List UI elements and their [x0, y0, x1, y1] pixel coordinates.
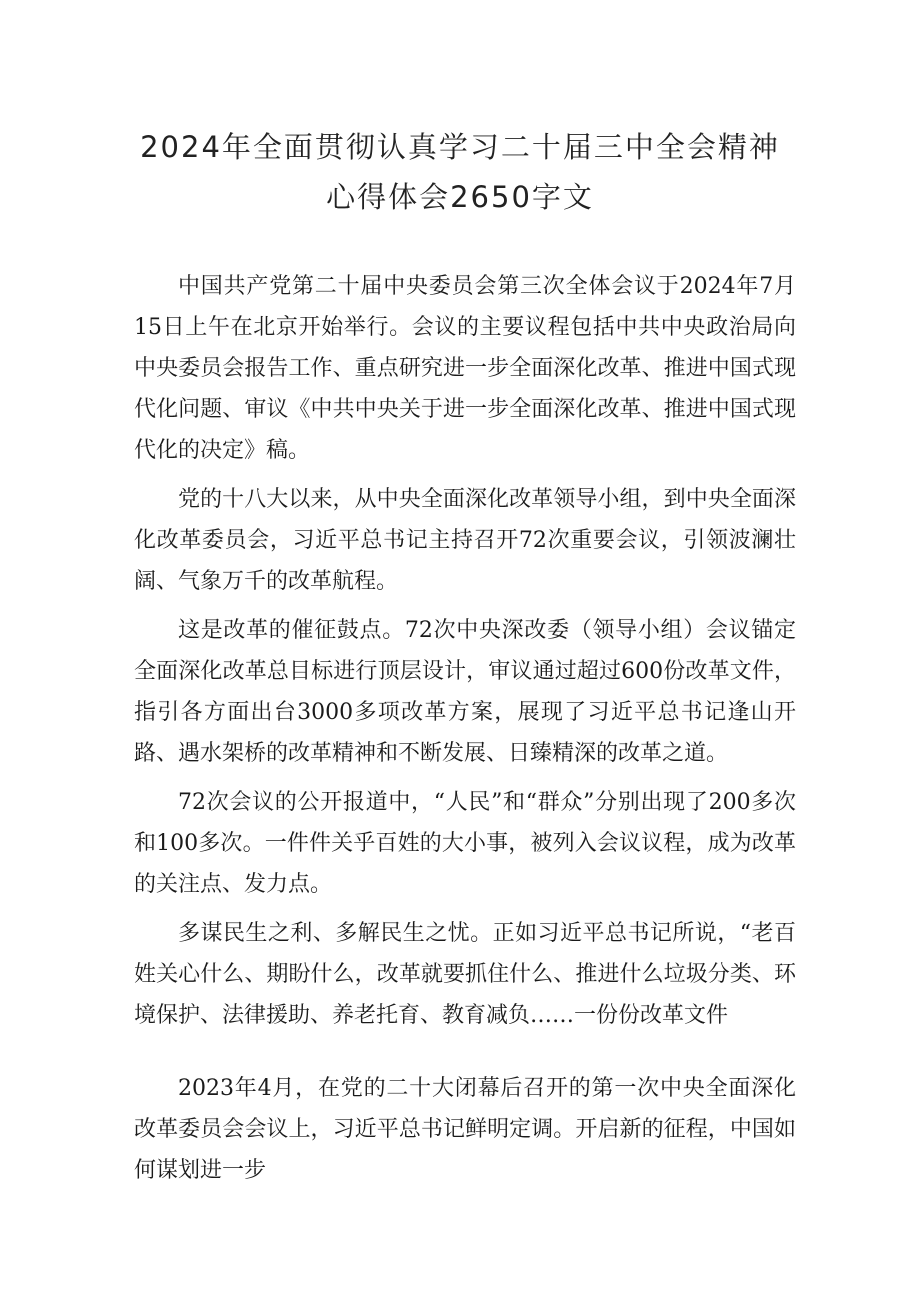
document-title: 2024年全面贯彻认真学习二十届三中全会精神心得体会2650字文	[140, 130, 780, 214]
document-body	[134, 266, 796, 1199]
paragraph: 多谋民生之利、多解民生之忧。正如习近平总书记所说，“老百姓关心什么、期盼什么，改革就要抓住什么、推进什么垃圾分类、环境保护、法律援助、养老托育、教育减负……一份份改革文件	[134, 921, 796, 1028]
paragraph: 2023年4月，在党的二十大闭幕后召开的第一次中央全面深化改革委员会会议上，习近平总书记鲜明定调。开启新的征程，中国如何谋划进一步	[134, 1076, 796, 1183]
paragraph: 这是改革的催征鼓点。72次中央深改委（领导小组）会议锚定全面深化改革总目标进行顶层设计，审议通过超过600份改革文件，指引各方面出台3000多项改革方案，展现了习近平总书记逢山开路、遇水架桥的改革精神和不断发展、日臻精深的改革之道。	[134, 618, 796, 766]
paragraph: 中国共产党第二十届中央委员会第三次全体会议于2024年7月15日上午在北京开始举行。会议的主要议程包括中共中央政治局向中央委员会报告工作、重点研究进一步全面深化改革、推进中国式现代化问题、审议《中共中央关于进一步全面深化改革、推进中国式现代化的决定》稿。	[134, 274, 796, 463]
paragraph: 72次会议的公开报道中，“人民”和“群众”分别出现了200多次和100多次。一件件关乎百姓的大小事，被列入会议议程，成为改革的关注点、发力点。	[134, 790, 796, 897]
paragraph: 党的十八大以来，从中央全面深化改革领导小组，到中央全面深化改革委员会，习近平总书记主持召开72次重要会议，引领波澜壮阔、气象万千的改革航程。	[134, 487, 796, 594]
